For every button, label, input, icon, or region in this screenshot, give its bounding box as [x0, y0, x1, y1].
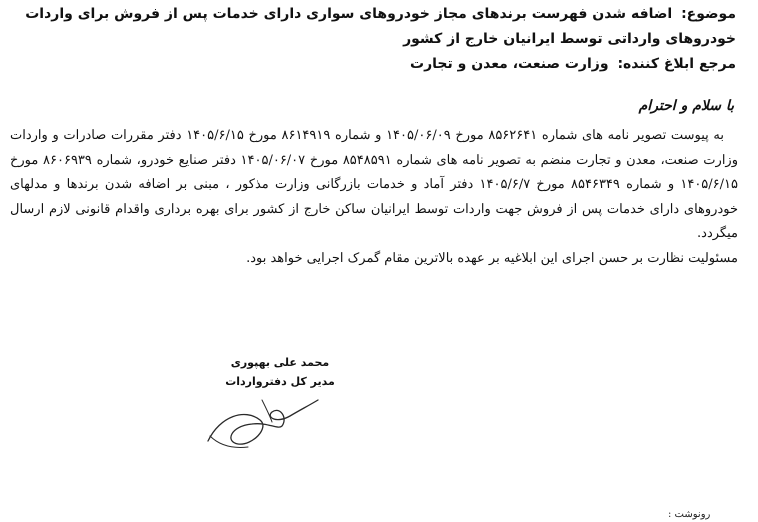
responsibility-paragraph: مسئولیت نظارت بر حسن اجرای این ابلاغیه بر عهده بالاترین مقام گمرک اجرایی خواهد بود.: [246, 250, 738, 266]
issuer-line: [236, 53, 736, 75]
body-paragraph: به پیوست تصویر نامه های شماره ۸۵۶۲۶۴۱ مورخ ۱۴۰۵/۰۶/۰۹ و شماره ۸۶۱۴۹۱۹ مورخ ۱۴۰۵/۶/۱۵ دفتر مقررات صادرات و واردات وزارت صنعت، معدن و تجارت منضم به تصویر نامه های شماره ۸۵۴۸۵۹۱ مورخ ۱۴۰۵/۰۶/۰۷ دفتر صنایع خودرو، شماره ۸۶۰۶۹۳۹ مورخ ۱۴۰۵/۶/۱۵ و شماره ۸۵۴۶۳۴۹ مورخ ۱۴۰۵/۶/۷ دفتر آماد و خدمات بازرگانی وزارت مذکور ، مبنی بر اضافه شدن برندها و مدلهای خودروهای دارای خدمات پس از فروش جهت واردات توسط ایرانیان ساکن خارج از کشور برای بهره برداری واقدام قانونی لازم ارسال میگردد.: [10, 128, 738, 242]
handwritten-signature: [200, 386, 325, 456]
greeting: با سلام و احترام: [638, 98, 734, 114]
cc-label: رونوشت :: [668, 509, 711, 520]
subject-line: [11, 2, 736, 52]
subject-label: موضوع:: [681, 6, 736, 22]
subject-text: اضافه شدن فهرست برندهای مجاز خودروهای سواری دارای خدمات پس از فروش برای واردات خودروهای وارداتی توسط ایرانیان خارج از کشور: [25, 6, 736, 47]
issuer-text: وزارت صنعت، معدن و تجارت: [410, 56, 609, 72]
signatory-name: محمد علی بهپوری: [230, 356, 330, 369]
signatory-title: مدیر کل دفترواردات: [225, 375, 335, 388]
issuer-label: مرجع ابلاغ کننده:: [617, 56, 736, 72]
letter-body: [10, 124, 738, 272]
